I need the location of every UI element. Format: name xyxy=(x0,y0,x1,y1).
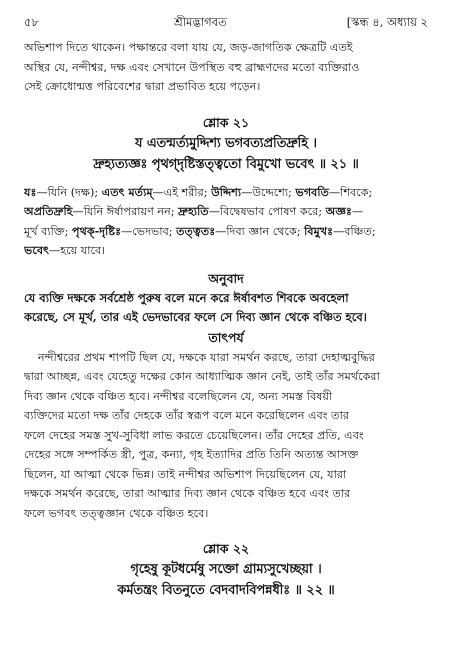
synonym-term: ভবেৎ xyxy=(24,243,50,257)
purport-line: ফলে ভগবৎ তত্ত্বজ্ঞান থেকে বঞ্চিত হবে। xyxy=(24,506,209,520)
book-title: শ্রীমদ্ভাগবত xyxy=(174,15,227,29)
purport-line: ফলে দেহের সমস্ত সুখ-সুবিধা লাভ করতে চেয়েছিলেন। তাঁর দেহের প্রতি, এবং xyxy=(24,428,364,442)
purport-line: নন্দীশ্বরের প্রথম শাপটি ছিল যে, দক্ষকে যারা সমর্থন করছে, তারা দেহাত্মবুদ্ধির xyxy=(38,350,375,364)
translation-heading: অনুবাদ xyxy=(208,270,244,286)
section-label: [স্কন্ধ ৪, অধ্যায় ২ xyxy=(346,15,428,29)
verse-22-line: গৃহেষু কূটধর্মেষু সক্তো গ্রাম্যসুখেচ্ছয়া । xyxy=(130,562,322,577)
synonym-meaning: —শিবকে; xyxy=(328,185,373,199)
intro-line: অস্থির যে, নন্দীশ্বর, দক্ষ এবং সেখানে উপস্থিত বহু ব্রাহ্মণদের মতো ব্যক্তিরাও xyxy=(24,60,360,74)
synonym-meaning: —এই শরীর; xyxy=(152,185,212,199)
synonym-line xyxy=(24,183,428,203)
synonym-line xyxy=(24,241,428,261)
synonym-meaning: —যিনি ঈর্ষাপরায়ণ নন; xyxy=(72,205,179,218)
synonyms-block xyxy=(24,183,428,261)
intro-paragraph xyxy=(24,38,428,97)
verse-22-line: কর্মতন্ত্রং বিতনুতে বেদবাদবিপন্নধীঃ ॥ ২২ ॥ xyxy=(117,583,335,598)
intro-line: অভিশাপ দিতে থাকেন। পক্ষান্তরে বলা যায় যে, জড়-জাগতিক ক্ষেত্রটি এতই xyxy=(24,41,353,54)
purport-line: দেহের সঙ্গে সম্পর্কিত স্ত্রী, পুত্র, কন্যা, গৃহ ইত্যাদির প্রতি তিনি অত্যন্ত আসক্ত xyxy=(24,448,359,461)
purport-line: দ্বারা আচ্ছন্ন, এবং যেহেতু দক্ষের কোন আধ্যাত্মিক জ্ঞান নেই, তাই তাঁর সমর্থকেরা xyxy=(24,370,380,383)
synonym-line xyxy=(24,222,428,242)
synonym-term: ভগবতি xyxy=(295,184,329,199)
synonym-term: পৃথক্‌-দৃষ্টিঃ xyxy=(71,223,122,238)
synonym-meaning: —উদ্দেশ্যে; xyxy=(241,185,296,199)
verse-21-line: য এতন্মর্ত্যমুদ্দিশ্য ভগবত্যপ্রতিদ্রুহি । xyxy=(135,135,317,151)
synonym-term: অজ্ঞঃ xyxy=(325,204,353,218)
synonym-meaning: মূর্খ ব্যক্তি; xyxy=(24,224,72,238)
synonym-line xyxy=(24,202,428,222)
synonym-meaning: — xyxy=(352,205,364,218)
purport-line: ছিলেন, যা আত্মা থেকে ভিন্ন। তাই নন্দীশ্বর অভিশাপ দিয়েছিলেন যে, যারা xyxy=(24,467,347,481)
synonym-term: উদ্দিশ্য xyxy=(211,184,242,199)
page-number: ৫৮ xyxy=(24,15,39,29)
synonym-meaning: —ভেদভাব; xyxy=(121,224,177,238)
purport-line: দিব্য জ্ঞান থেকে বঞ্চিত হবে। নন্দীশ্বর বলেছিলেন যে, অন্য সমস্ত বিষয়ী xyxy=(24,389,333,403)
intro-line: সেই ক্রোধোন্মত্ত পরিবেশের দ্বারা প্রভাবিত হয়ে পড়েন। xyxy=(24,80,261,93)
synonym-term: এতৎ মর্ত্যম্ xyxy=(101,184,153,199)
synonym-meaning: —দিব্য জ্ঞান থেকে; xyxy=(215,224,305,238)
verse-22-heading: শ্লোক ২২ xyxy=(202,541,250,556)
synonym-meaning: —যিনি (দক্ষ); xyxy=(36,185,102,199)
verse-21-heading: শ্লোক ২১ xyxy=(202,114,250,130)
translation-line: করেছে, সে মূর্খ, তার এই ভেদভাবের ফলে সে দিব্য জ্ঞান থেকে বঞ্চিত হবে। xyxy=(24,310,367,324)
purport-heading: তাৎপর্য xyxy=(208,329,244,345)
synonym-term: তত্ত্বতঃ xyxy=(176,223,216,238)
synonym-term: অপ্রতিদ্রুহি xyxy=(24,204,73,218)
verse-21-line: দ্রুহ্যত্যজ্ঞঃ পৃথগ্‌দৃষ্টিস্তত্ত্বতো বিমুখো ভবেৎ ॥ ২১ ॥ xyxy=(93,156,359,172)
synonym-term: বিমুখঃ xyxy=(304,223,334,238)
synonym-term: দ্রুহ্যতি xyxy=(178,204,209,218)
purport-line: ব্যক্তিদের মতো দক্ষ তাঁর দেহকে তাঁর স্বরূপ বলে মনে করেছিলেন এবং তার xyxy=(24,409,349,422)
translation-line: যে ব্যক্তি দক্ষকে সর্বশ্রেষ্ঠ পুরুষ বলে মনে করে ঈর্ষাবশত শিবকে অবহেলা xyxy=(24,290,349,305)
purport-paragraph xyxy=(24,348,428,524)
purport-line: দক্ষকে সমর্থন করেছে, তারা আত্মার দিব্য জ্ঞান থেকে বঞ্চিত হবে এবং তার xyxy=(24,487,351,500)
synonym-term: যঃ xyxy=(24,184,37,199)
book-page xyxy=(24,14,428,601)
page-header xyxy=(24,14,428,34)
synonym-meaning: —হয়ে যাবে। xyxy=(49,244,106,257)
synonym-meaning: —বঞ্চিত; xyxy=(333,224,376,238)
synonym-meaning: —বিদ্বেষভাব পোষণ করে; xyxy=(208,205,326,218)
